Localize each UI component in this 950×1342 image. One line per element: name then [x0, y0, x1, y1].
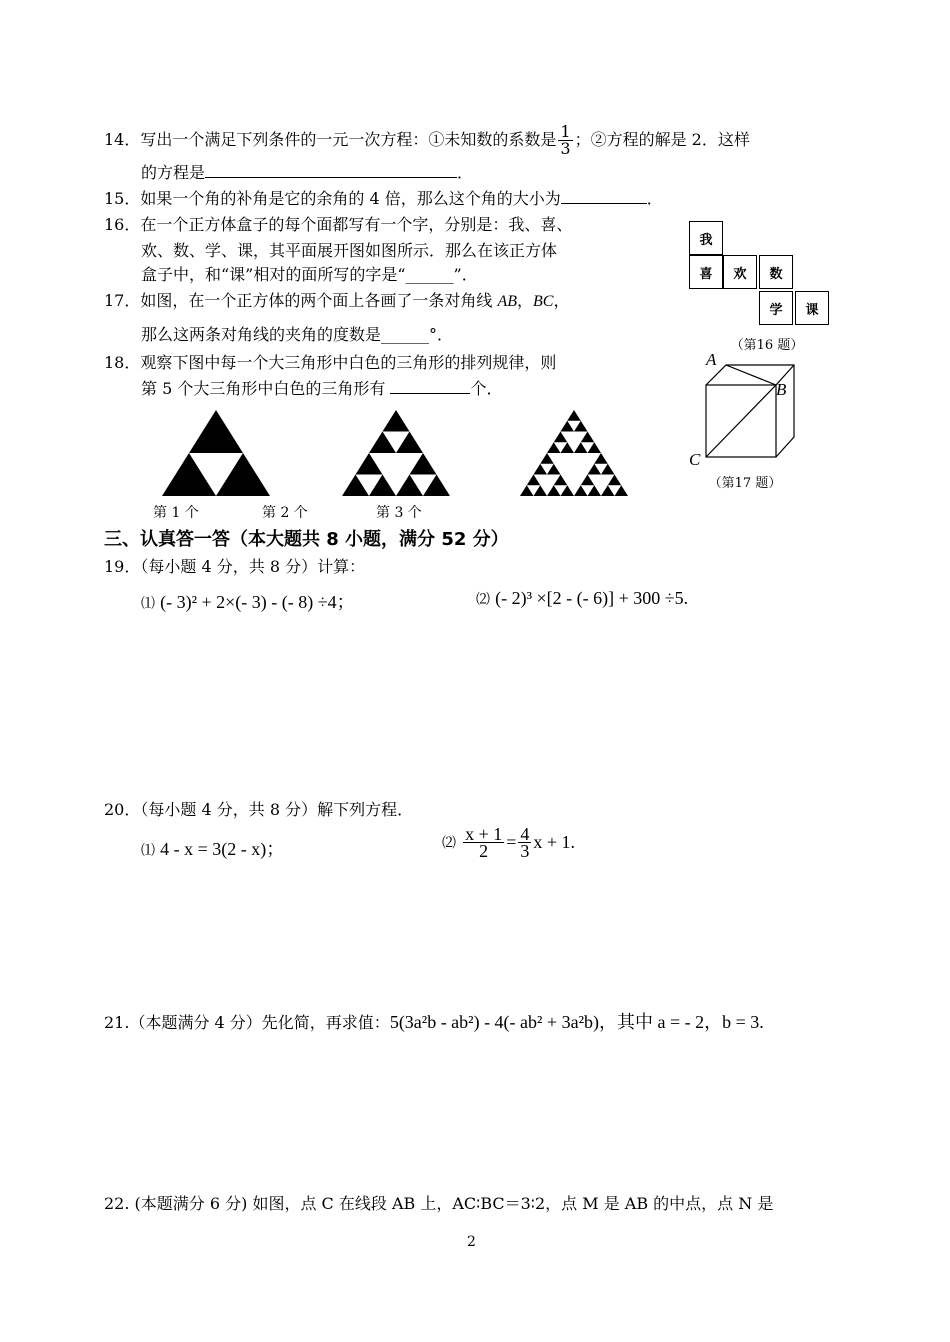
q15: 15．如果一个角的补角是它的余角的 4 倍，那么这个角的大小为 ．	[104, 186, 663, 212]
q16-line1: 16．在一个正方体盒子的每个面都写有一个字，分别是：我、喜、	[104, 215, 573, 234]
net-cell: 数	[759, 255, 793, 289]
q14-line1: 14．写出一个满足下列条件的一元一次方程：①未知数的系数是 $\frac{1}{3}$ ；②方程的解是 2．这样	[104, 122, 750, 158]
net-cell: 我	[689, 221, 723, 255]
sierpinski-triangle-2	[340, 408, 460, 498]
q19-header: 19．（每小题 4 分，共 8 分）计算：	[104, 557, 366, 576]
triangle-label-3: 第 3 个	[376, 505, 422, 521]
section-heading: 三、认真答一答（本大题共 8 小题，满分 52 分）	[104, 529, 509, 550]
q19-part1: ⑴ (- 3)² + 2×(- 3) - (- 8) ÷4；	[141, 592, 355, 612]
q20-part1: ⑴ 4 - x = 3(2 - x)；	[141, 839, 285, 859]
q20-part2: ⑵ $\frac{x + 1}{2}$ = $\frac{4}{3}$ x + 1.	[442, 824, 576, 861]
triangle-label-2: 第 2 个	[262, 505, 308, 521]
q22: 22. (本题满分 6 分) 如图，点 C 在线段 AB 上，AC∶BC＝3∶2，点 M 是 AB 的中点，点 N 是	[104, 1194, 774, 1213]
q21: 21.（本题满分 4 分）先化简，再求值：5(3a²b - ab²) - 4(- ab² + 3a²b)，其中 a = - 2，b = 3.	[104, 1012, 764, 1032]
cube-label-a: A	[706, 350, 717, 369]
cube-caption: （第17 题）	[708, 476, 782, 491]
q20-header: 20．（每小题 4 分，共 8 分）解下列方程．	[104, 800, 414, 819]
net-cell: 欢	[723, 255, 757, 289]
answer-blank	[205, 160, 457, 178]
q17-line1: 17．如图，在一个正方体的两个面上各画了一条对角线 AB，BC，	[104, 291, 570, 310]
fraction: $\frac{4}{3}$	[520, 824, 530, 861]
q16-line3: 盒子中，和“课”相对的面所写的字是“______”．	[141, 265, 478, 284]
net-cell: 课	[795, 291, 829, 325]
net-caption: （第16 题）	[730, 338, 804, 353]
diagonal-ab	[726, 365, 776, 385]
q14-line2: 的方程是 ．	[141, 160, 473, 186]
sierpinski-triangle-3	[518, 408, 638, 498]
cube-label-c: C	[689, 450, 701, 469]
triangle-label-1: 第 1 个	[153, 505, 199, 521]
cube-label-b: B	[776, 380, 787, 399]
q18-line2: 第 5 个大三角形中白色的三角形有 个．	[141, 376, 502, 402]
fraction: $\frac{x + 1}{2}$	[465, 824, 503, 861]
diagonal-bc	[706, 385, 776, 457]
q18-line1: 18．观察下图中每一个大三角形中白色的三角形的排列规律，则	[104, 353, 557, 372]
sierpinski-triangle-1	[160, 408, 280, 498]
page-number: 2	[467, 1234, 476, 1250]
answer-blank	[390, 376, 470, 394]
q17-line2: 那么这两条对角线的夹角的度数是______°．	[141, 325, 454, 344]
net-cell: 学	[759, 291, 793, 325]
q16-line2: 欢、数、学、课，其平面展开图如图所示．那么在该正方体	[141, 241, 558, 260]
net-cell: 喜	[689, 255, 723, 289]
q14-fraction: $\frac{1}{3}$	[560, 122, 571, 158]
answer-blank	[561, 186, 647, 204]
q19-part2: ⑵ (- 2)³ ×[2 - (- 6)] + 300 ÷5.	[476, 588, 689, 608]
